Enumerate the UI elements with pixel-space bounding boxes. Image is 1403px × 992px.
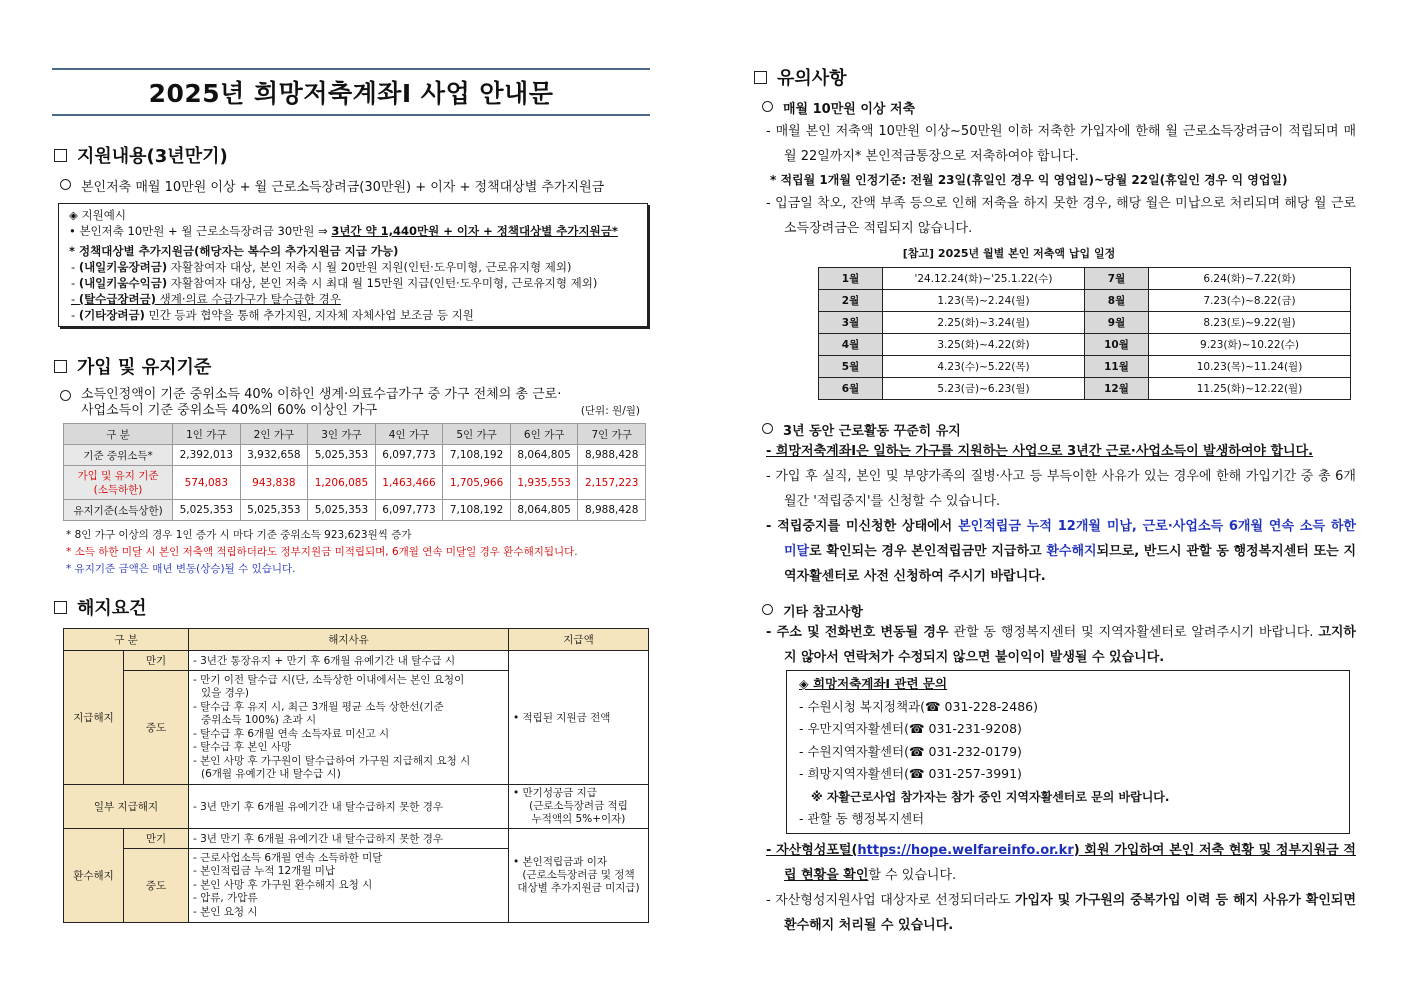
extra-item: - (탈수급장려금) 생계·의료 수급가구가 탈수급한 경우 [71,292,341,306]
left-column [52,68,650,923]
join-description: 소득인정액이 기준 중위소득 40% 이하인 생계·의료수급가구 중 가구 전체의 총 근로· 사업소득이 기준 중위소득 40%의 60% 이상인 가구 (단위: 원/월) [52,387,650,419]
extra-item: - (내일키움장려금) 자활참여자 대상, 본인 저축 시 월 20만원 지원(인턴·도우미형, 근로유지형 제외) [71,260,572,274]
table-row: 유지기준(소득상한) 5,025,353 5,025,353 5,025,353 6,097,773 7,108,192 8,064,805 8,988,428 [64,500,646,521]
checkbox-square-icon [54,360,67,373]
duplicate-paragraph: - 자산형성지원사업 대상자로 선정되더라도 가입자 및 가구원의 중복가입 이력 등 해지 사유가 확인되면 환수해지 처리될 수 있습니다. [766,892,1357,933]
table-row: 중도 - 만기 이전 탈수급 시(단, 소득상한 이내에서는 본인 요청이 있을 경우) - 탈수급 후 유지 시, 최근 3개월 평균 소득 상한선(기준 중위소득 100%) 초과 시 - 탈수급 후 6개월 연속 소득자료 미신고 시 - 탈수급 후 본인 사망 - 본인 사망 후 가구원이 탈수급하여 가구원 지급해지 요청 시 (6개월 유예기간 내 탈수급 시) [64,671,649,785]
support-heading: 지원내용(3년만기) [52,142,650,168]
example-line: • 본인저축 10만원 + 월 근로소득장려금 30만원 ⇒ 3년간 약 1,440만원 + 이자 + 정책대상별 추가지원금* [69,224,618,238]
table-row: 기준 중위소득* 2,392,013 3,932,658 5,025,353 6,097,773 7,108,192 8,064,805 8,988,428 [64,445,646,466]
table-row: 중도 - 근로사업소득 6개월 연속 소득하한 미달 - 본인적립금 누적 12개월 미납 - 본인 사망 후 가구원 환수해지 요청 시 - 압류, 가압류 - 본인 요청 시 [64,849,649,923]
table-row: 2월 1.23(목)~2.24(월) 8월 7.23(수)~8.22(금) [819,290,1351,312]
join-notes: * 8인 가구 이상의 경우 1인 증가 시 마다 기준 중위소득 923,623원씩 증가 * 소득 하한 미달 시 본인 저축액 적립하더라도 정부지원금 미적립되며, 6개월 연속 미달일 경우 환수해지됩니다. * 유지기준 금액은 매년 변동(상승)될 수 있습니다. [66,529,578,575]
join-heading: 가입 및 유지기준 [52,353,650,379]
table-row: 지급해지 만기 - 3년간 통장유지 + 만기 후 6개월 유예기간 내 탈수급 시 • 적립된 지원금 전액 [64,651,649,671]
contact-item: - 우만지역자활센터(☎ 031-231-9208) [799,721,1022,736]
contact-item: - 관할 동 행정복지센터 [799,811,925,826]
title-box [52,68,650,116]
circle-bullet-icon [762,604,773,615]
etc-title: 기타 참고사항 [752,601,1356,620]
termination-table [63,628,649,923]
contact-item: - 수원시청 복지정책과(☎ 031-228-2486) [799,698,1038,714]
table-row: 5월 4.23(수)~5.22(목) 11월 10.23(목)~11.24(월) [819,356,1351,378]
contact-title: ◈ 희망저축계좌Ⅰ 관련 문의 [799,676,948,691]
monthly-paragraph: - 매월 본인 저축액 10만원 이상~50만원 이하 저축한 가입자에 한해 월 근로소득장려금이 적립되며 매월 22일까지* 본인적금통장으로 저축하여야 합니다. [766,124,1356,164]
contact-item: - 수원지역자활센터(☎ 031-232-0179) [799,743,1022,759]
monthly-criteria: * 적립월 1개월 인정기준: 전월 23일(휴일인 경우 익 영업일)~당월 22일(휴일인 경우 익 영업일) [770,173,1288,187]
contact-item: - 희망지역자활센터(☎ 031-257-3991) [799,766,1022,781]
support-example-box [58,203,648,327]
table-header-row: 구 분 1인 가구 2인 가구 3인 가구 4인 가구 5인 가구 6인 가구 7인 가구 [64,424,646,445]
termination-heading: 해지요건 [52,594,650,620]
work-paragraph: - 가입 후 실직, 본인 및 부양가족의 질병·사고 등 부득이한 사유가 있는 경우에 한해 가입기간 중 총 6개월간 '적립중지'를 신청할 수 있습니다. [766,469,1356,509]
contact-note: ※ 자활근로사업 참가자는 참가 중인 지역자활센터로 문의 바랍니다. [811,789,1170,804]
schedule-title: [참고] 2025년 월별 본인 저축액 납입 일정 [902,247,1116,260]
page-title: 2025년 희망저축계좌Ⅰ 사업 안내문 [148,79,554,108]
table-row: 가입 및 유지 기준 (소득하한) 574,083 943,838 1,206,085 1,463,466 1,705,966 1,935,553 2,157,223 [64,466,646,500]
monthly-paragraph: - 입금일 착오, 잔액 부족 등으로 인해 저축을 하지 못한 경우, 해당 월은 미납으로 처리되며 해당 월 근로소득장려금은 적립되지 않습니다. [766,196,1356,236]
income-table [63,423,646,521]
table-row: 3월 2.25(화)~3.24(월) 9월 8.23(토)~9.22(월) [819,312,1351,334]
notice-heading: 유의사항 [752,64,1356,90]
circle-bullet-icon [60,390,71,401]
contact-box [786,670,1350,834]
extra-item: - (기타장려금) 민간 등과 협약을 통해 추가지원, 지자체 자체사업 보조금 등 지원 [71,308,474,322]
monthly-title: 매월 10만원 이상 저축 [752,98,1356,117]
checkbox-square-icon [54,149,67,162]
portal-paragraph: - 자산형성포털(https://hope.welfareinfo.or.kr) 회원 가입하여 본인 저축 현황 및 정부지원금 적립 현황을 확인할 수 있습니다. [766,842,1356,883]
checkbox-square-icon [54,601,67,614]
portal-link[interactable]: https://hope.welfareinfo.or.kr [857,842,1074,858]
unit-label: (단위: 원/월) [580,405,640,417]
table-row: 환수해지 만기 - 3년 만기 후 6개월 유예기간 내 탈수급하지 못한 경우 • 본인적립금과 이자 (근로소득장려금 및 정책 대상별 추가지원금 미지급) [64,829,649,849]
etc-paragraph: - 주소 및 전화번호 변동될 경우 관할 동 행정복지센터 및 지역자활센터로 알려주시기 바랍니다. 고지하지 않아서 연락처가 수정되지 않으면 불이익이 발생될 수 있습니다. [766,625,1356,665]
circle-bullet-icon [60,179,71,190]
extra-list [69,259,639,323]
work-paragraph: - 희망저축계좌Ⅰ은 일하는 가구를 지원하는 사업으로 3년간 근로·사업소득이 발생하여야 합니다. [766,444,1314,459]
table-row: 4월 3.25(화)~4.22(화) 10월 9.23(화)~10.22(수) [819,334,1351,356]
support-summary: 본인저축 매월 10만원 이상 + 월 근로소득장려금(30만원) + 이자 + 정책대상별 추가지원금 [52,176,650,195]
example-title: ◈ 지원예시 [69,208,126,222]
circle-bullet-icon [762,101,773,112]
work-paragraph: - 적립중지를 미신청한 상태에서 본인적립금 누적 12개월 미납, 근로·사업소득 6개월 연속 소득 하한 미달로 확인되는 경우 본인적립금만 지급하고 환수해지되므로, 반드시 관할 동 행정복지센터 또는 지역자활센터로 사전 신청하여 주시기 바랍니다. [766,519,1356,584]
table-row: 1월 '24.12.24(화)~'25.1.22(수) 7월 6.24(화)~7.22(화) [819,268,1351,290]
extra-item: - (내일키움수익금) 자활참여자 대상, 본인 저축 시 최대 월 15만원 지급(인턴·도우미형, 근로유지형 제외) [71,276,598,290]
table-header-row: 구 분 해지사유 지급액 [64,629,649,651]
table-row: 일부 지급해지 - 3년 만기 후 6개월 유예기간 내 탈수급하지 못한 경우 • 만기성공금 지급 (근로소득장려금 적립 누적액의 5%+이자) [64,785,649,829]
right-column [752,64,1356,938]
schedule-table [818,267,1351,400]
extra-title: * 정책대상별 추가지원금(해당자는 복수의 추가지원금 지급 가능) [69,244,399,258]
circle-bullet-icon [762,423,773,434]
work-title: 3년 동안 근로활동 꾸준히 유지 [752,420,1356,439]
checkbox-square-icon [754,71,767,84]
table-row: 6월 5.23(금)~6.23(월) 12월 11.25(화)~12.22(월) [819,378,1351,400]
